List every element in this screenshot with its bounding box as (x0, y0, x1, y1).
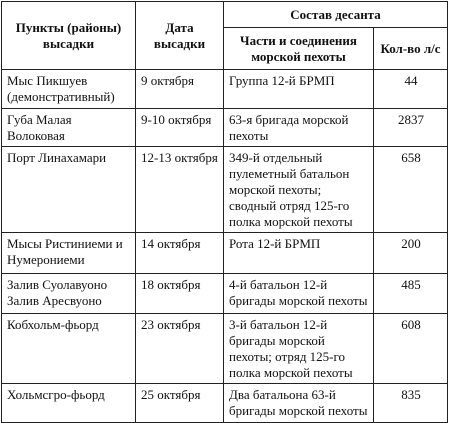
header-count: Кол-во л/с (374, 28, 448, 70)
cell-point: Губа Малая Волоковая (2, 109, 136, 147)
table-row (2, 233, 448, 274)
header-composition: Состав десанта (224, 2, 448, 28)
cell-date: 9-10 октября (136, 109, 224, 147)
cell-units: 4-й батальон 12-й бригады морской пехоты (224, 274, 374, 314)
cell-units: 3-й батальон 12-й бригады морской пехоты; отряд 125-го полка морской пехоты (224, 314, 374, 384)
header-points: Пункты (районы) высадки (2, 2, 136, 70)
cell-units: 349-й отдельный пулеметный батальон морской пехоты; сводный отряд 125-го полка морской пехоты (224, 147, 374, 233)
cell-count: 608 (374, 314, 448, 384)
cell-units: Группа 12-й БРМП (224, 70, 374, 109)
cell-date: 25 октября (136, 384, 224, 423)
cell-count: 2837 (374, 109, 448, 147)
cell-count: 200 (374, 233, 448, 274)
cell-count: 658 (374, 147, 448, 233)
cell-count: 835 (374, 384, 448, 423)
cell-count: 485 (374, 274, 448, 314)
cell-date: 18 октября (136, 274, 224, 314)
cell-units: Рота 12-й БРМП (224, 233, 374, 274)
cell-point: Мыс Пикшуев (демонстративный) (2, 70, 136, 109)
table-row (2, 70, 448, 109)
table-row (2, 147, 448, 233)
cell-units: 63-я бригада морской пехоты (224, 109, 374, 147)
cell-date: 9 октября (136, 70, 224, 109)
cell-point: Порт Линахамари (2, 147, 136, 233)
table-row (2, 274, 448, 314)
table-row (2, 384, 448, 423)
cell-point: Мысы Ристиниеми и Нумерониеми (2, 233, 136, 274)
landing-table (1, 1, 448, 423)
cell-units: Два батальона 63-й бригады морской пехоты (224, 384, 374, 423)
cell-count: 44 (374, 70, 448, 109)
header-date: Дата высадки (136, 2, 224, 70)
cell-point: Хольмсгро-фьорд (2, 384, 136, 423)
cell-date: 23 октября (136, 314, 224, 384)
table-row (2, 109, 448, 147)
cell-date: 12-13 октября (136, 147, 224, 233)
table-row (2, 314, 448, 384)
cell-date: 14 октября (136, 233, 224, 274)
header-units: Части и соединения морской пехоты (224, 28, 374, 70)
cell-point: Залив Суолавуоно Залив Аресвуоно (2, 274, 136, 314)
header-row-main (2, 2, 448, 28)
cell-point: Кобхольм-фьорд (2, 314, 136, 384)
